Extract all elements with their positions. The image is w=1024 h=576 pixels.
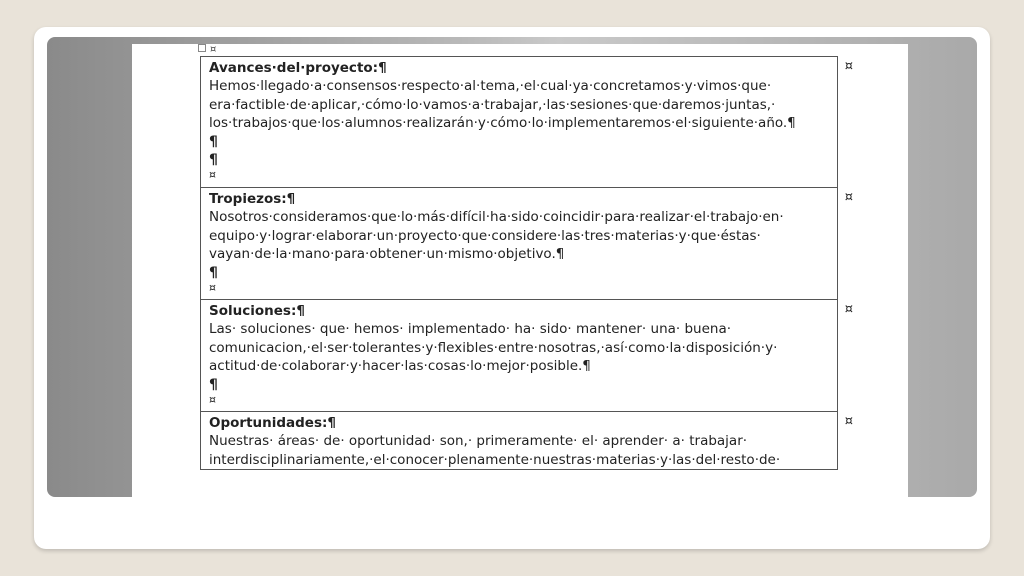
end-of-cell-mark: ¤ (209, 167, 216, 181)
section-heading: Tropiezos:¶ (209, 191, 296, 207)
section-heading: Avances·del·proyecto:¶ (209, 60, 387, 76)
table-cell-tropiezos[interactable] (201, 188, 853, 300)
body-line: vayan·de·la·mano·para·obtener·un·mismo·objetivo.¶ (209, 246, 565, 262)
end-of-row-mark: ¤ (844, 302, 853, 317)
paragraph-mark: ¶ (209, 151, 218, 168)
end-of-cell-mark: ¤ (209, 280, 216, 294)
end-of-row-mark: ¤ (844, 190, 853, 205)
body-line: Hemos·llegado·a·consensos·respecto·al·tema,·el·cual·ya·concretamos·y·vimos·que· (209, 78, 772, 94)
end-of-cell-mark: ¤ (209, 392, 216, 406)
document-page[interactable] (132, 44, 908, 506)
body-line: comunicacion,·el·ser·tolerantes·y·flexibles·entre·nosotras,·así·como·la·disposición·y· (209, 339, 778, 356)
table-move-handle[interactable] (198, 44, 206, 52)
body-line: equipo·y·lograr·elaborar·un·proyecto·que·considere·las·tres·materias·y·que·éstas· (209, 227, 761, 244)
table-cell-soluciones[interactable] (201, 300, 853, 412)
body-line: era·factible·de·aplicar,·cómo·lo·vamos·a·trabajar,·las·sesiones·que·daremos·juntas,· (209, 96, 776, 113)
body-line: los·trabajos·que·los·alumnos·realizarán·y·cómo·lo·implementaremos·el·siguiente·año.¶ (209, 115, 796, 131)
end-of-row-mark: ¤ (844, 414, 853, 429)
section-heading: Soluciones:¶ (209, 303, 305, 319)
table-cell-avances[interactable] (201, 57, 853, 188)
section-heading: Oportunidades:¶ (209, 415, 336, 431)
body-line: interdisciplinariamente,·el·conocer·plenamente·nuestras·materias·y·las·del·resto·de· (209, 451, 781, 468)
table-cell-oportunidades[interactable] (201, 412, 853, 470)
paragraph-mark: ¶ (209, 376, 218, 393)
end-of-cell-mark: ¤ (210, 44, 217, 55)
body-line: Las· soluciones· que· hemos· implementado· ha· sido· mantener· una· buena· (209, 321, 732, 337)
body-line: Nuestras· áreas· de· oportunidad· son,· primeramente· el· aprender· a· trabajar· (209, 433, 748, 449)
body-line: actitud·de·colaborar·y·hacer·las·cosas·lo·mejor·posible.¶ (209, 358, 591, 374)
document-table (200, 56, 853, 470)
body-line: Nosotros·consideramos·que·lo·más·difícil·ha·sido·coincidir·para·realizar·el·trabajo·en· (209, 209, 784, 225)
paragraph-mark: ¶ (209, 133, 218, 150)
end-of-row-mark: ¤ (844, 59, 853, 74)
paragraph-mark: ¶ (209, 264, 218, 281)
